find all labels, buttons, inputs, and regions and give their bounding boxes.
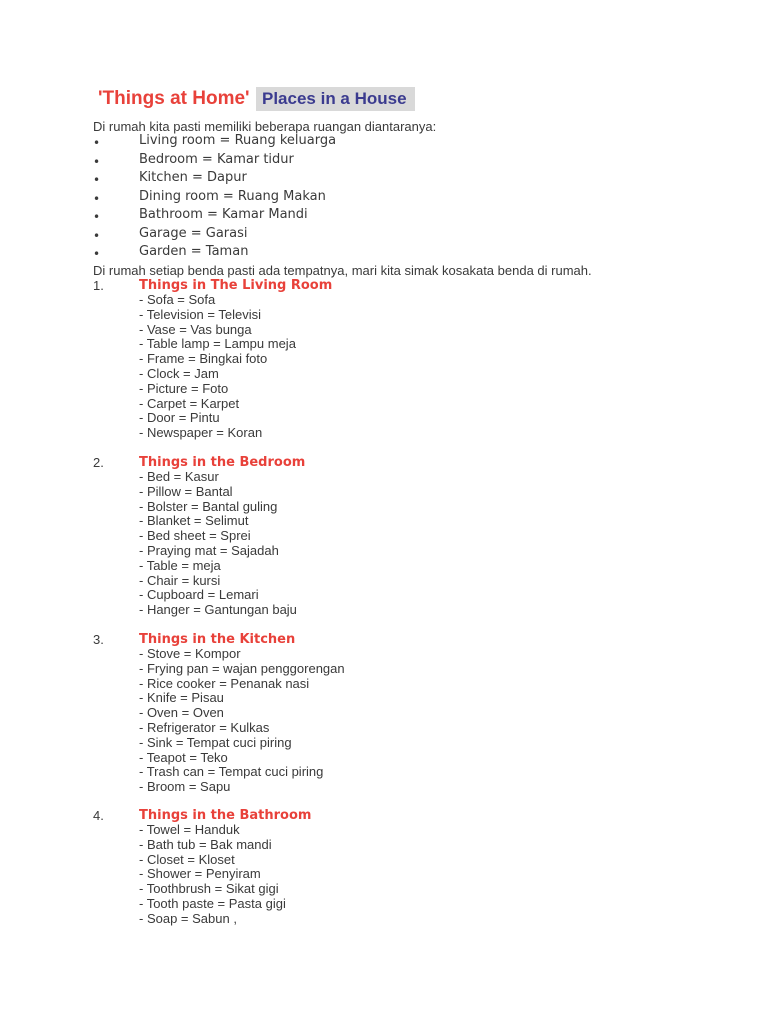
section-number: 4. [93,808,104,823]
room-label: Bathroom = Kamar Mandi [139,207,308,222]
list-item: - Rice cooker = Penanak nasi [139,675,310,691]
list-item: - Knife = Pisau [139,690,224,706]
list-item: - Pillow = Bantal [139,483,233,499]
section-heading [93,278,693,293]
list-item: - Trash can = Tempat cuci piring [139,764,324,780]
list-item: - Closet = Kloset [139,851,235,867]
list-item: - Carpet = Karpet [139,395,240,411]
section-heading [93,632,693,647]
room-label: Dining room = Ruang Makan [139,188,326,204]
section-living-room [93,278,693,441]
bullet-icon: • [93,136,101,150]
section-title: Things in the Kitchen [139,632,296,647]
list-item: - Oven = Oven [139,705,224,721]
section-bedroom [93,455,693,618]
list-item: - Bed sheet = Sprei [139,528,251,544]
list-item: - Hanger = Gantungan baju [139,602,297,618]
list-item: - Soap = Sabun , [139,910,237,926]
list-item: - Newspaper = Koran [139,425,263,441]
list-item: - Clock = Jam [139,365,219,381]
section-number: 3. [93,632,104,647]
list-item: - Television = Televisi [139,306,261,322]
section-title: Things in the Bedroom [139,455,306,470]
section-bathroom [93,808,693,927]
list-item: - Door = Pintu [139,410,220,426]
section-number: 2. [93,455,104,470]
section-title: Things in The Living Room [139,278,333,293]
list-item: - Bath tub = Bak mandi [139,836,272,852]
list-item: - Frying pan = wajan penggorengan [139,660,345,676]
page-title [98,87,415,111]
vocabulary-intro-paragraph: Di rumah setiap benda pasti ada tempatnya, mari kita simak kosakata benda di rumah. [93,263,592,278]
list-item: - Broom = Sapu [139,779,231,795]
section-title: Things in the Bathroom [139,808,312,823]
list-item: - Vase = Vas bunga [139,321,252,337]
list-item: - Towel = Handuk [139,822,240,837]
list-item: - Sink = Tempat cuci piring [139,734,292,750]
room-label: Garden = Taman [139,244,249,259]
bullet-icon: • [93,191,101,206]
list-item: - Table lamp = Lampu meja [139,336,296,352]
vocabulary-list [139,823,693,927]
room-label: Garage = Garasi [139,225,248,241]
title-things-at-home: 'Things at Home' [98,88,250,109]
list-item: - Blanket = Selimut [139,513,249,529]
room-label: Bedroom = Kamar tidur [139,151,294,167]
title-places-in-a-house: Places in a House [256,87,415,111]
list-item: - Sofa = Sofa [139,292,216,307]
list-item: - Table = meja [139,557,221,573]
section-kitchen [93,632,693,795]
room-label: Kitchen = Dapur [139,170,247,185]
bullet-icon: • [93,210,101,224]
list-item: - Praying mat = Sajadah [139,542,279,558]
vocabulary-list [139,293,693,441]
intro-paragraph: Di rumah kita pasti memiliki beberapa ruangan diantaranya: [93,119,437,134]
list-item: - Chair = kursi [139,572,221,588]
bullet-icon: • [93,247,101,261]
list-item: - Cupboard = Lemari [139,587,259,603]
list-item: - Shower = Penyiram [139,866,261,882]
bullet-icon: • [93,173,101,187]
list-item: - Picture = Foto [139,380,229,396]
list-item: - Bed = Kasur [139,469,219,484]
room-label: Living room = Ruang keluarga [139,133,337,148]
vocabulary-list [139,647,693,795]
list-item: - Tooth paste = Pasta gigi [139,895,286,911]
list-item: - Bolster = Bantal guling [139,498,278,514]
list-item: - Teapot = Teko [139,749,228,765]
list-item: - Stove = Kompor [139,646,241,661]
list-item: - Refrigerator = Kulkas [139,719,270,735]
bullet-icon: • [93,154,101,169]
bullet-icon: • [93,228,101,243]
section-number: 1. [93,278,104,293]
list-item: - Toothbrush = Sikat gigi [139,881,279,897]
vocabulary-list [139,470,693,618]
list-item: - Frame = Bingkai foto [139,351,268,367]
section-heading [93,455,693,470]
section-heading [93,808,693,823]
